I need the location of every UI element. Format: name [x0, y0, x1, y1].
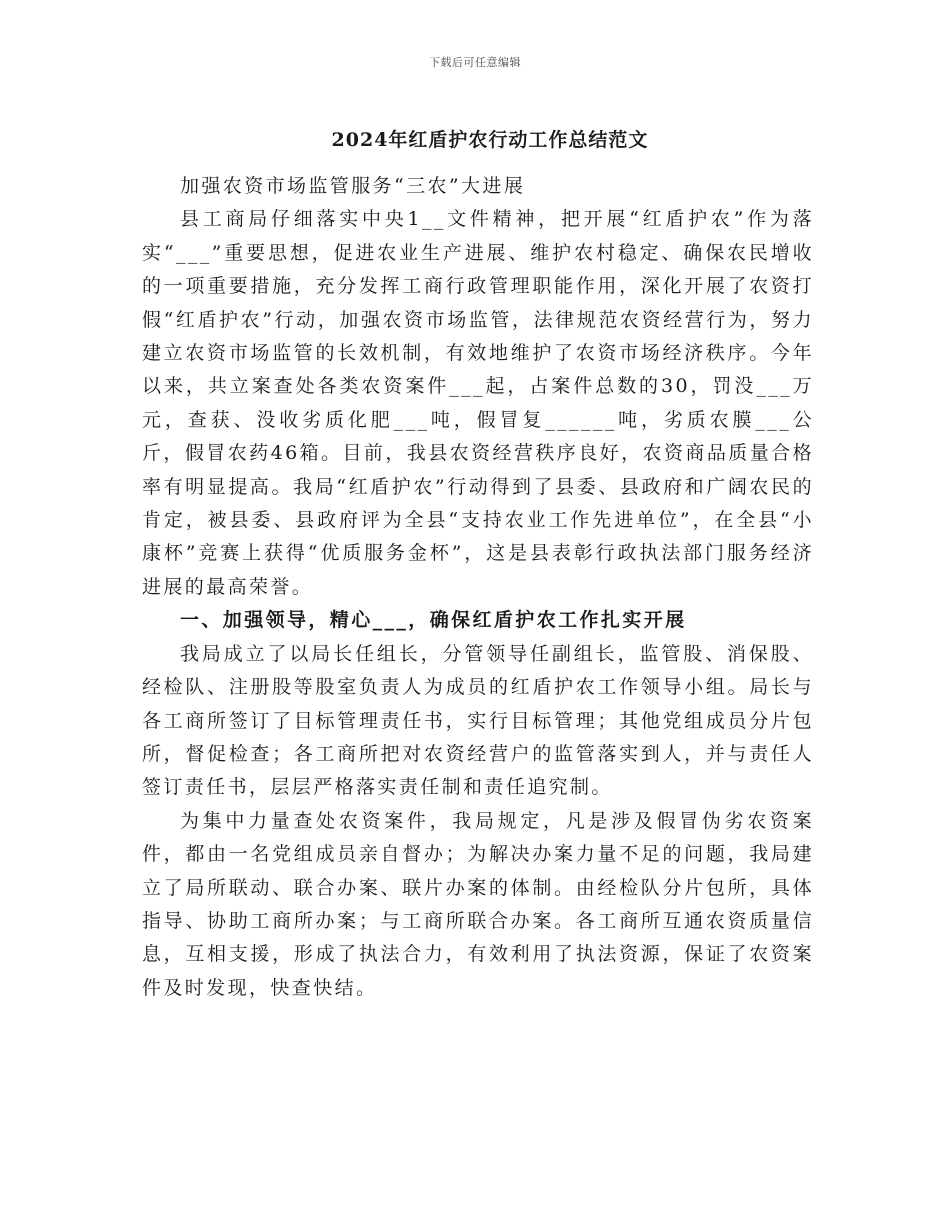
paragraph-intro: 县工商局仔细落实中央1__文件精神，把开展“红盾护农”作为落实“___”重要思想，促进农业生产进展、维护农村稳定、确保农民增收的一项重要措施，充分发挥工商行政管理职能作用，深化开展了农资打假“红盾护农”行动，加强农资市场监管，法律规范农资经营行为，努力建立农资市场监管的长效机制，有效地维护了农资市场经济秩序。今年以来，共立案查处各类农资案件___起，占案件总数的30，罚没___万元，查获、没收劣质化肥___吨，假冒复______吨，劣质农膜___公斤，假冒农药46箱。目前，我县农资经营秩序良好，农资商品质量合格率有明显提高。我局“红盾护农”行动得到了县委、县政府和广阔农民的肯定，被县委、县政府评为全县“支持农业工作先进单位”，在全县“小康杯”竞赛上获得“优质服务金杯”，这是县表彰行政执法部门服务经济进展的最高荣誉。: [142, 208, 814, 598]
paragraph-case-handling: 为集中力量查处农资案件，我局规定，凡是涉及假冒伪劣农资案件，都由一名党组成员亲自督办；为解决办案力量不足的问题，我局建立了局所联动、联合办案、联片办案的体制。由经检队分片包所，具体指导、协助工商所办案；与工商所联合办案。各工商所互通农资质量信息，互相支援，形成了执法合力，有效利用了执法资源，保证了农资案件及时发现，快查快结。: [142, 809, 814, 999]
page-header-note: 下载后可任意编辑: [429, 56, 521, 69]
paragraph-subtitle: 加强农资市场监管服务“三农”大进展: [180, 175, 526, 197]
paragraph-leadership: 我局成立了以局长任组长，分管领导任副组长，监管股、消保股、经检队、注册股等股室负责人为成员的红盾护农工作领导小组。局长与各工商所签订了目标管理责任书，实行目标管理；其他党组成员分片包所，督促检查；各工商所把对农资经营户的监管落实到人，并与责任人签订责任书，层层严格落实责任制和责任追究制。: [142, 642, 814, 799]
section-heading-1: 一、加强领导，精心___，确保红盾护农工作扎实开展: [180, 609, 687, 632]
document-title: 2024年红盾护农行动工作总结范文: [331, 129, 649, 151]
document-body: [142, 170, 814, 1005]
